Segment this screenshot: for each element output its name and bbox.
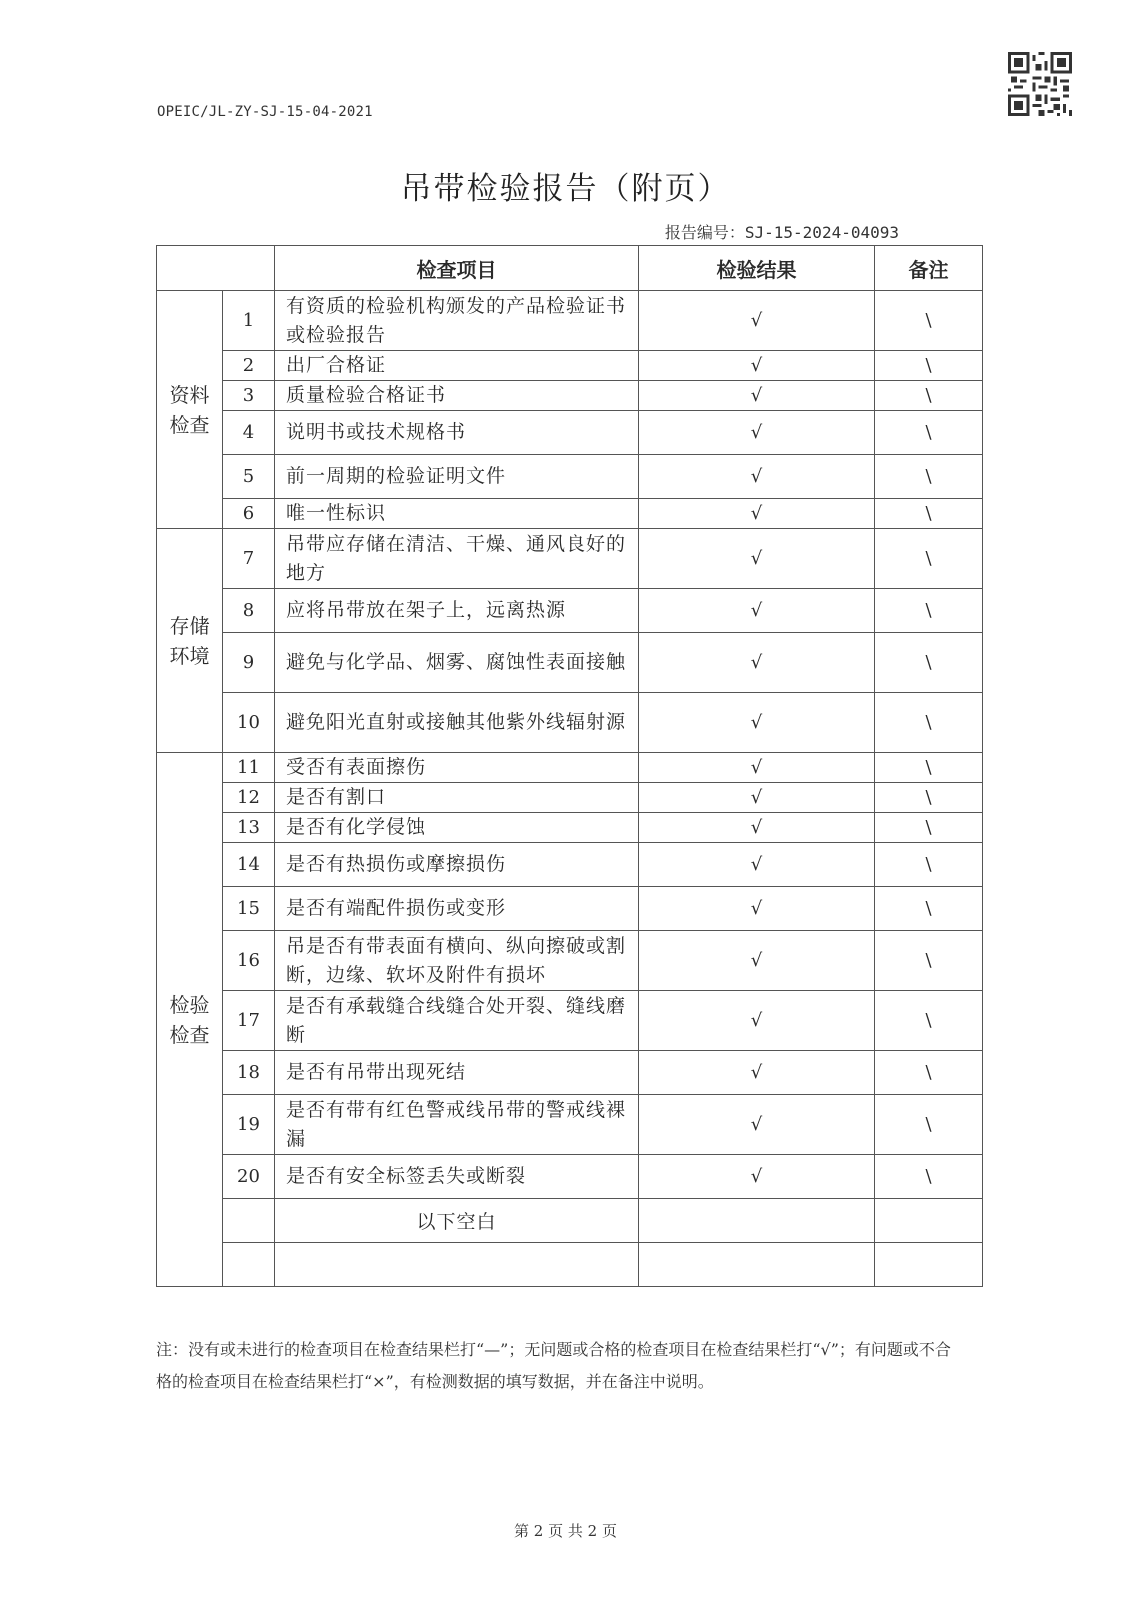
table-row bbox=[157, 455, 983, 499]
table-row bbox=[157, 1095, 983, 1155]
document-code: OPEIC/JL-ZY-SJ-15-04-2021 bbox=[157, 104, 373, 120]
row-remark: \ bbox=[875, 455, 983, 499]
blank-note: 以下空白 bbox=[275, 1199, 639, 1243]
row-result: √ bbox=[639, 411, 875, 455]
row-item: 出厂合格证 bbox=[275, 351, 639, 381]
row-remark: \ bbox=[875, 529, 983, 589]
qr-code-icon bbox=[1008, 52, 1072, 116]
category-cell bbox=[157, 753, 223, 1287]
row-result: √ bbox=[639, 783, 875, 813]
row-remark: \ bbox=[875, 351, 983, 381]
row-remark: \ bbox=[875, 931, 983, 991]
row-item: 避免与化学品、烟雾、腐蚀性表面接触 bbox=[275, 633, 639, 693]
row-number: 6 bbox=[223, 499, 275, 529]
row-result: √ bbox=[639, 1051, 875, 1095]
row-item: 是否有热损伤或摩擦损伤 bbox=[275, 843, 639, 887]
table-row bbox=[157, 291, 983, 351]
row-item: 唯一性标识 bbox=[275, 499, 639, 529]
row-number: 2 bbox=[223, 351, 275, 381]
report-number-value: SJ-15-2024-04093 bbox=[744, 223, 899, 242]
row-result: √ bbox=[639, 1095, 875, 1155]
row-item: 质量检验合格证书 bbox=[275, 381, 639, 411]
row-remark: \ bbox=[875, 633, 983, 693]
header-result: 检验结果 bbox=[639, 246, 875, 291]
row-remark: \ bbox=[875, 813, 983, 843]
table-row bbox=[157, 499, 983, 529]
category-label: 检验检查 bbox=[169, 992, 210, 1047]
table-row bbox=[157, 1199, 983, 1243]
category-label: 存储环境 bbox=[169, 613, 210, 668]
row-item: 是否有端配件损伤或变形 bbox=[275, 887, 639, 931]
row-item: 是否有吊带出现死结 bbox=[275, 1051, 639, 1095]
page-number: 第 2 页 共 2 页 bbox=[514, 1522, 617, 1540]
row-item: 受否有表面擦伤 bbox=[275, 753, 639, 783]
row-remark bbox=[875, 1243, 983, 1287]
row-item: 前一周期的检验证明文件 bbox=[275, 455, 639, 499]
row-result: √ bbox=[639, 455, 875, 499]
table-row bbox=[157, 529, 983, 589]
table-row bbox=[157, 411, 983, 455]
row-item: 是否有化学侵蚀 bbox=[275, 813, 639, 843]
table-row bbox=[157, 633, 983, 693]
row-number: 18 bbox=[223, 1051, 275, 1095]
row-result: √ bbox=[639, 381, 875, 411]
inspection-table bbox=[156, 245, 983, 1287]
table-row bbox=[157, 783, 983, 813]
row-result: √ bbox=[639, 291, 875, 351]
row-remark: \ bbox=[875, 589, 983, 633]
row-number: 14 bbox=[223, 843, 275, 887]
row-number: 20 bbox=[223, 1155, 275, 1199]
row-number: 10 bbox=[223, 693, 275, 753]
row-result: √ bbox=[639, 693, 875, 753]
row-item: 是否有割口 bbox=[275, 783, 639, 813]
report-number-label: 报告编号： bbox=[664, 223, 745, 242]
row-result: √ bbox=[639, 529, 875, 589]
report-title: 吊带检验报告（附页） bbox=[400, 171, 731, 207]
row-number: 9 bbox=[223, 633, 275, 693]
row-number: 16 bbox=[223, 931, 275, 991]
table-row bbox=[157, 991, 983, 1051]
row-result: √ bbox=[639, 633, 875, 693]
row-item: 避免阳光直射或接触其他紫外线辐射源 bbox=[275, 693, 639, 753]
row-number: 3 bbox=[223, 381, 275, 411]
category-label: 资料检查 bbox=[169, 382, 210, 437]
row-result: √ bbox=[639, 843, 875, 887]
row-number: 7 bbox=[223, 529, 275, 589]
row-number: 19 bbox=[223, 1095, 275, 1155]
footnote: 注：没有或未进行的检查项目在检查结果栏打“—”；无问题或合格的检查项目在检查结果栏打“√”；有问题或不合格的检查项目在检查结果栏打“×”，有检测数据的填写数据，并在备注中说明。 bbox=[156, 1340, 951, 1391]
report-number bbox=[665, 220, 899, 243]
row-result: √ bbox=[639, 589, 875, 633]
row-remark: \ bbox=[875, 843, 983, 887]
row-number bbox=[223, 1243, 275, 1287]
row-item: 有资质的检验机构颁发的产品检验证书或检验报告 bbox=[275, 291, 639, 351]
row-number: 1 bbox=[223, 291, 275, 351]
table-row bbox=[157, 351, 983, 381]
row-result: √ bbox=[639, 753, 875, 783]
row-number: 5 bbox=[223, 455, 275, 499]
row-remark: \ bbox=[875, 1051, 983, 1095]
row-item: 是否有带有红色警戒线吊带的警戒线裸漏 bbox=[275, 1095, 639, 1155]
category-cell bbox=[157, 291, 223, 529]
row-result bbox=[639, 1199, 875, 1243]
table-row bbox=[157, 813, 983, 843]
row-result: √ bbox=[639, 499, 875, 529]
table-row bbox=[157, 887, 983, 931]
row-remark: \ bbox=[875, 991, 983, 1051]
table-row bbox=[157, 381, 983, 411]
row-remark: \ bbox=[875, 291, 983, 351]
row-item: 吊是否有带表面有横向、纵向擦破或割断，边缘、软坏及附件有损坏 bbox=[275, 931, 639, 991]
row-item: 是否有承载缝合线缝合处开裂、缝线磨断 bbox=[275, 991, 639, 1051]
row-result: √ bbox=[639, 351, 875, 381]
table-row bbox=[157, 843, 983, 887]
table-row bbox=[157, 1051, 983, 1095]
row-number: 11 bbox=[223, 753, 275, 783]
row-remark: \ bbox=[875, 783, 983, 813]
row-result: √ bbox=[639, 813, 875, 843]
table-header-row bbox=[157, 246, 983, 291]
header-corner bbox=[157, 246, 275, 291]
row-number: 13 bbox=[223, 813, 275, 843]
row-number: 15 bbox=[223, 887, 275, 931]
table-row bbox=[157, 693, 983, 753]
row-result: √ bbox=[639, 1155, 875, 1199]
row-remark: \ bbox=[875, 499, 983, 529]
row-remark bbox=[875, 1199, 983, 1243]
table-row bbox=[157, 1155, 983, 1199]
row-number bbox=[223, 1199, 275, 1243]
row-result bbox=[639, 1243, 875, 1287]
row-item: 应将吊带放在架子上，远离热源 bbox=[275, 589, 639, 633]
table-row bbox=[157, 589, 983, 633]
row-remark: \ bbox=[875, 1155, 983, 1199]
row-remark: \ bbox=[875, 753, 983, 783]
row-remark: \ bbox=[875, 381, 983, 411]
row-remark: \ bbox=[875, 887, 983, 931]
row-remark: \ bbox=[875, 1095, 983, 1155]
row-result: √ bbox=[639, 991, 875, 1051]
header-remark: 备注 bbox=[875, 246, 983, 291]
row-remark: \ bbox=[875, 693, 983, 753]
row-item: 吊带应存储在清洁、干燥、通风良好的地方 bbox=[275, 529, 639, 589]
table-row bbox=[157, 931, 983, 991]
row-number: 12 bbox=[223, 783, 275, 813]
row-item bbox=[275, 1243, 639, 1287]
header-item: 检查项目 bbox=[275, 246, 639, 291]
category-cell bbox=[157, 529, 223, 753]
row-item: 说明书或技术规格书 bbox=[275, 411, 639, 455]
row-number: 4 bbox=[223, 411, 275, 455]
row-number: 8 bbox=[223, 589, 275, 633]
row-number: 17 bbox=[223, 991, 275, 1051]
row-item: 是否有安全标签丢失或断裂 bbox=[275, 1155, 639, 1199]
table-row bbox=[157, 1243, 983, 1287]
row-result: √ bbox=[639, 887, 875, 931]
table-row bbox=[157, 753, 983, 783]
row-result: √ bbox=[639, 931, 875, 991]
row-remark: \ bbox=[875, 411, 983, 455]
